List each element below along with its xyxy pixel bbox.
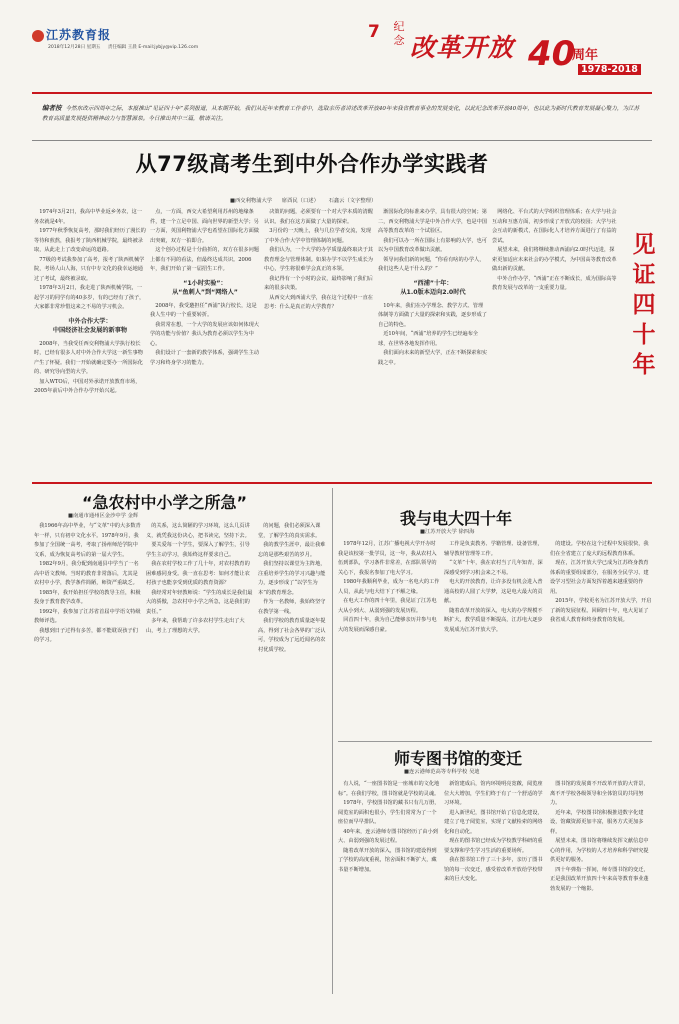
paragraph: 我经常对年轻教师说：“学生的成长是我们最大的骄傲，急农村中小学之所急，这是我们的责任。”: [146, 589, 253, 615]
paragraph: 现在，江苏开放大学已成为江苏终身教育体系的重要组成部分，在服务全民学习、建设学习型社会方面发挥着越来越重要的作用。: [550, 560, 649, 595]
byline-editor: 石鑫云（文字整理）: [328, 198, 377, 204]
article1-col4: [378, 208, 488, 480]
byline-org: ■南通市通州区金沙中学: [68, 513, 126, 519]
byline-author: 金辉: [127, 513, 139, 519]
article4-byline: [404, 767, 480, 775]
article1-subhead3: “西浦”十年： 从1.0版本迈向2.0时代: [400, 279, 466, 296]
article2-col1: [34, 522, 142, 992]
byline-author: 徐四海: [458, 529, 475, 535]
article1-subhead1: 中外合作大学： 中国经济社会发展的新事物: [52, 317, 128, 334]
paragraph: 1978年，学校图书馆的藏书只有几万册，阅览室的面积也很小，学生们常常为了一个座位而早早排队。: [338, 800, 440, 825]
paragraph: 40年来，连云港师专图书馆经历了由小到大、由弱到强的发展过程。: [338, 828, 438, 844]
paragraph: 的建设。学校在这个过程中发展很快，我们在全省建立了庞大的远程教育体系。: [550, 541, 649, 557]
paragraph: 四十年弹指一挥间，师专图书馆的变迁，正是我国改革开放四十年来高等教育事业蓬勃发展的一个缩影。: [550, 866, 649, 892]
paragraph: 我们可以办一所在国际上有影响的大学，也可以为中国教育改革做出贡献。: [378, 237, 487, 253]
paragraph: 我想到日子过得有多苦，都不能耽误孩子们的学习。: [34, 627, 138, 643]
paragraph: 1978年12月，江苏广播电视大学开办时我是该校第一批学员，这一年，我从农村入伍到部队，学习条件非常差，在部队领导的关心下，我报名参加了电大学习。: [338, 541, 437, 576]
paragraph: 工作是负责教务、学籍管理、设备管理，辅导教材管理等工作。: [444, 541, 543, 557]
article4-title: 师专图书馆的变迁: [394, 749, 523, 768]
paragraph: 我们面向未来的新型大学，正在不断探索和实践之中。: [378, 350, 487, 366]
paragraph: 1978年3月2日，我走进了陕西机械学院，一起学习的同学有的40多岁，有的已经有了孩子，大家都非常珍惜这来之不易的学习机会。: [34, 285, 145, 310]
article1-subhead2: “1小时实验”： 从“鱼刺人”到“网络人”: [172, 279, 238, 296]
editor-note: [42, 103, 640, 124]
paragraph: 我们学校的教育质量逐年提高，得到了社会各界的广泛认可，学校成为了远近闻名的农村优质学校。: [258, 618, 326, 653]
paragraph: 77级的考试我参加了高考，报考了陕西机械学院，考场人山人海，只有中专文化的我幸运地通过了考试，最终被录取。: [34, 256, 145, 282]
note-rule: [32, 140, 652, 141]
article3-col2: [444, 540, 546, 738]
newspaper-logo: [32, 26, 111, 43]
article1-col1: [34, 208, 146, 480]
article1-col5: [492, 208, 618, 480]
editor-info: 责任编辑 王晨 E-mail:jybjy@vip.126.com: [107, 45, 199, 50]
series-title: 改革开放: [410, 33, 515, 62]
paragraph: 我们认为，一个大学的办学质量最终取决于其教育理念与管理体制。如果办学不以学生成长为中心，学生将很难学会真正的本领。: [264, 247, 373, 272]
paragraph: 的关系，这么简陋的学习环境，这么几页讲义，就凭我这份决心，把书读完，坚持下去。: [146, 523, 250, 539]
paragraph: 我的教学生涯中，最让我难忘的是那些艰苦的岁月。: [258, 542, 326, 558]
series-tag: 纪念: [393, 20, 405, 47]
paragraph: 展望未来，我们将继续推动西浦向2.0时代迈进，探索更加适应未来社会的办学模式，为中国高等教育改革做出新的贡献。: [492, 247, 617, 272]
badge-number: 40: [528, 34, 576, 74]
article2-col3: [258, 522, 328, 992]
paragraph: 图书馆的发展离不开改革开放的大背景，离不开学校各级领导和全体馆员的共同努力。: [550, 781, 649, 806]
article4-col1: [338, 780, 440, 992]
article4-col3: [550, 780, 652, 992]
byline-org: ■江苏开放大学: [420, 529, 457, 535]
paragraph: 我记得有一个小时的会议，最终影响了我们后来的很多决策。: [264, 275, 373, 291]
paragraph: 要关爱每一个学生，要深入了解学生，引导学生主动学习，我始终这样要求自己。: [146, 542, 250, 558]
article3-col3: [550, 540, 652, 738]
paragraph: 的问题，我们必须深入课堂，了解学生的真实需求。: [258, 523, 321, 539]
paragraph: 作为一名教师，我始终坚守在教学第一线。: [258, 599, 326, 615]
paragraph: 网络化、平台式的大学组织管理体系；在大学与社会互动和互惠方面，初步形成了开放式的校园；大学与社会互动的新模式，在国际化人才培养方面进行了有益的尝试。: [492, 209, 617, 244]
paragraph: 近年来，学校图书馆积极推进数字化建设，馆藏资源更加丰富，服务方式更加多样。: [550, 809, 644, 835]
paragraph: 1977年秋季恢复高考，那时我们经历了漫长的等待和煎熬，我报考了陕西机械学院，最终被录取，从此走上了改变命运的道路。: [34, 228, 146, 253]
article1-byline: [230, 196, 384, 204]
paragraph: 随着改革开放的深入，电大的办学规模不断扩大，教学质量不断提高，江苏电大逐步发展成为江苏开放大学。: [444, 607, 543, 633]
byline-org: ■西交利物浦大学: [230, 198, 273, 204]
anniversary-badge: [528, 30, 652, 92]
article3-title: 我与电大四十年: [400, 509, 513, 528]
paragraph: 1992年，我参加了江苏省首届中学语文特级教师评选。: [34, 608, 141, 624]
paragraph: 点，一方面，西交大希望利用苏州的地缘条件，建一个立足中国、面向世界的新型大学；另一方面，英国利物浦大学也希望在国际化方面做出突破，双方一拍即合。: [150, 209, 259, 244]
article2-col2: [146, 522, 254, 992]
paragraph: 我们设计了一套新的教学体系，强调学生主动学习和终身学习的能力。: [150, 350, 259, 366]
paragraph: 1982年9月，我分配到南通县中学当了一名高中语文教师。当时的教育非常落后，尤其是农村中小学，教学条件简陋，师资严重缺乏。: [34, 561, 139, 586]
paragraph: 我常常在想，一个大学的发展应该如何体现大学的功能与价值？我认为教育必须以学生为中心。: [150, 321, 259, 347]
paragraph: “文革”十年，我在农村当了几年知青，深深感受到学习机会来之不易。: [444, 560, 543, 576]
paragraph: 在电大工作的四十年里，我见证了江苏电大从小到大、从弱到强的发展历程。: [338, 598, 437, 614]
masthead-meta: [48, 44, 204, 50]
article1-title: 从77级高考生到中外合作办学实践者: [135, 152, 489, 176]
masthead: [32, 26, 332, 66]
paragraph: 我在图书馆工作了三十多年，亲历了图书馆的每一次变迁，感受着改革开放给学校带来的巨大变化。: [444, 857, 543, 882]
paragraph: 10年来，我们在办学理念、教学方式、管理体制等方面做了大量的探索和实践，逐步形成了自己的特色。: [378, 302, 487, 328]
paragraph: 2015年，学校更名为江苏开放大学，开启了新的发展征程。回顾四十年，电大见证了我省成人教育和终身教育的发展。: [550, 598, 652, 623]
logo-icon: [32, 30, 44, 42]
byline-org: ■连云港师范高等专科学校: [404, 769, 468, 775]
paragraph: 我1966年高中毕业，与“文革”中的大多数青年一样，只有初中文化水平。1978年9月，我参加了全国统一高考，考取了扬州师范学院中文系，成为恢复高考后的第一届大学生。: [34, 523, 141, 558]
header-rule: [32, 92, 652, 94]
paragraph: 从西交大到西浦大学，我在这个过程中一直在思考：什么是真正的大学教育？: [264, 294, 373, 310]
article1-col3: [264, 208, 374, 480]
page-number: 7: [368, 22, 380, 42]
paragraph: 我在农村学校工作了几十年，对农村教育的困难感同身受。我一直在思考：如何才能让农村孩子也能享受到优质的教育资源？: [146, 561, 250, 586]
article2-title: “急农村中小学之所急”: [82, 493, 248, 512]
paragraph: 现在的图书馆已经成为学校教学科研的重要支撑和学生学习生活的重要场所。: [444, 838, 543, 854]
paragraph: 决策的问题，必须要有一个对大学本质的清醒认识。我们在这方面做了大量的探索。: [264, 209, 373, 225]
paragraph: 2008年，我受邀担任“西浦”执行校长，这是我人生中的一个重要转折。: [150, 302, 257, 318]
vertical-title: 见证四十年: [632, 231, 656, 378]
paragraph: 进入新世纪，图书馆开始了信息化建设，建立了电子阅览室，实现了文献检索的网络化和自动化。: [444, 809, 543, 835]
byline-author: 席酉民（口述）: [281, 198, 319, 204]
column-divider: [332, 488, 333, 994]
paragraph: 新馆建成后，馆内环境明亮宽敞，阅览座位大大增加，学生们终于有了一个舒适的学习环境。: [444, 781, 543, 806]
editor-note-label: 编者按: [42, 104, 62, 112]
paragraph: 多年来，我帮助了许多农村学生走出了大山，考上了理想的大学。: [146, 618, 245, 634]
paragraph: 3月份的一天晚上，我与几位学者交流，发现了中外合作大学中管理体制的问题。: [264, 228, 372, 244]
article-divider: [338, 741, 652, 742]
paragraph: 领导问我们新的问题，“你看有啥的办学人，我们这些人是干什么的？”: [378, 256, 485, 272]
paragraph: 回首四十年，我为自己能够亲历并参与电大的发展而深感自豪。: [338, 617, 437, 633]
badge-text: 周年: [572, 48, 599, 63]
article3-col1: [338, 540, 440, 738]
paragraph: 1974年3月2日，我高中毕业返乡务农，这一务农就是4年。: [34, 209, 142, 225]
paragraph: 加入WTO后，中国对外承诺开放教育市场，2005年前后中外合作办学开始兴起。: [34, 378, 141, 394]
paragraph: 2008年，当我受任西交利物浦大学执行校长时，已经有很多人对中外合作大学这一新生事物产生了怀疑。我们一开始就确定要办一所国际化的、研究导向型的大学。: [34, 340, 143, 375]
paragraph: 渐国际化的标准来办学，具有很大的空间；第二，西交利物浦大学是中外合作大学，也是中国高等教育改革的一个试验区。: [378, 209, 487, 234]
logo-text: 江苏教育报: [46, 28, 112, 42]
paragraph: 随着改革开放的深入，图书馆的建设得到了学校的高度重视，馆舍面积不断扩大，藏书量不断增加。: [338, 847, 437, 873]
paragraph: 中外合作办学，“西浦”正在不断成长，成为国际高等教育发展与改革的一支重要力量。: [492, 275, 617, 291]
paragraph: 电大的开放教育，让许多没有机会进入普通高校的人圆了大学梦，这是电大最大的贡献。: [444, 579, 543, 604]
editor-note-text: 今然东改示四周年之际，本报推出“见证四十年”系列报道，从本期开始，我们从近年来教育工作者中，选取亲历者讲述改革开放40年来我省教育事业的发展变化，以此纪念改革开放40周年，也以此为新时代教育发展凝心聚力，为江苏教育高质量发展提供精神动力与智慧源泉。今日推出其中三篇，敬请关注。: [42, 106, 640, 122]
paragraph: 我们坚持以课堂为主阵地，注重培养学生的学习兴趣与能力，逐步形成了“以学生为本”的教育理念。: [258, 561, 326, 596]
paragraph: 1985年，我开始担任学校的教导主任，积极投身于教育教学改革。: [34, 589, 141, 605]
article4-col2: [444, 780, 546, 992]
issue-date: 2018年12月28日 星期五: [48, 45, 101, 50]
byline-author: 吴迪: [468, 769, 480, 775]
paragraph: 展望未来，图书馆将继续发挥文献信息中心的作用，为学校的人才培养和科学研究提供更好的服务。: [550, 838, 649, 863]
article1-col2: [150, 208, 260, 480]
paragraph: 有人说，“一座图书馆是一座城市的文化地标”。在我们学校，图书馆就是学校的灵魂。: [338, 781, 440, 797]
section-rule: [32, 482, 652, 484]
paragraph: 1980年我顺利毕业，成为一名电大的工作人员，从此与电大结下了不解之缘。: [338, 579, 440, 595]
paragraph: 近10年间，“西浦”培养的学生已经遍布全球，在世界各地发挥作用。: [378, 331, 479, 347]
article2-byline: [68, 511, 138, 519]
paragraph: 这个创办过程是十分曲折的，双方在很多问题上都有不同的看法，但最终达成共识。2006年，我们开始了第一届招生工作。: [150, 247, 259, 272]
article3-byline: [420, 527, 474, 535]
badge-years: 1978-2018: [578, 64, 641, 75]
